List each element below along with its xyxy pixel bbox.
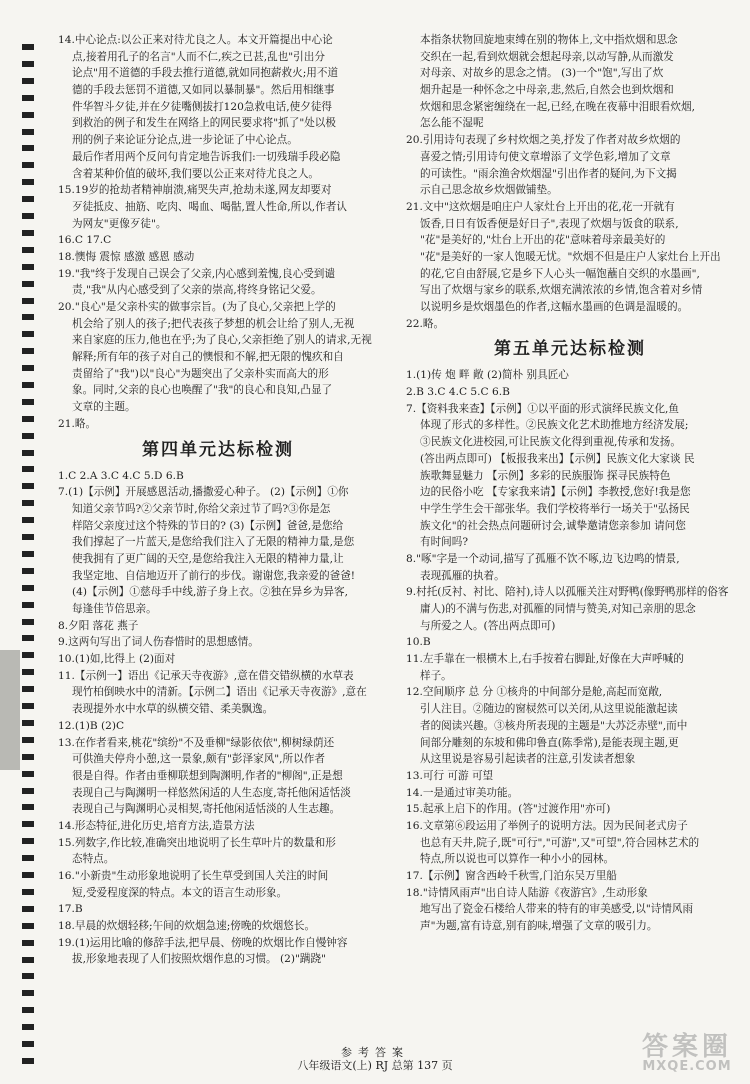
answer-line: 12.空间顺序 总 分 ①核舟的中间部分是舱,高起而宽敞, (406, 686, 663, 699)
margin-tick (22, 230, 34, 236)
answer-line: 文章的主题。 (72, 401, 136, 414)
answer-line: 2.B 3.C 4.C 5.C 6.B (406, 386, 510, 399)
answer-line: 的可读性。"雨余渔舍炊烟湿"引出作者的疑问,为下文揭 (420, 167, 677, 180)
answer-line: 示自己思念故乡炊烟做铺垫。 (420, 184, 558, 197)
margin-tick (22, 771, 34, 777)
margin-tick (22, 162, 34, 168)
margin-tick (22, 973, 34, 979)
answer-line: 为网友"更像歹徒"。 (72, 217, 167, 230)
answer-line: 17.【示例】窗含西岭千秋雪,门泊东吴万里船 (406, 870, 617, 882)
margin-tick (22, 534, 34, 540)
answer-line: 样陪父亲度过这个特殊的节日的? (3)【示例】爸爸,是您给 (72, 519, 344, 532)
answer-line: 1.C 2.A 3.C 4.C 5.D 6.B (58, 469, 184, 482)
answer-line: 21.略。 (58, 417, 97, 430)
answer-line: 饭香,日日有饭香便是好日子",表现了炊烟与饭食的联系, (420, 217, 679, 230)
margin-tick (22, 213, 34, 219)
answer-line: 本指条状物回旋地束缚在别的物体上,文中指炊烟和思念 (420, 34, 678, 46)
answer-line: 族歌舞显魅力 【示例】多彩的民族服饰 探寻民族特色 (420, 469, 671, 482)
margin-tick (22, 247, 34, 253)
margin-tick (22, 433, 34, 439)
answer-line: 14.中心论点:以公正来对待尤良之人。本文开篇提出中心论 (58, 34, 333, 46)
answer-line: 刑的例子来论证分论点,进一步论证了中心论点。 (72, 134, 298, 147)
margin-tick (22, 95, 34, 101)
margin-tick (22, 466, 34, 472)
margin-tick (22, 179, 34, 185)
margin-tick (22, 314, 34, 320)
answer-line: 中学生学生会干部张华。我们学校将举行一场关于"弘扬民 (420, 502, 690, 515)
margin-tick (22, 129, 34, 135)
margin-tick (22, 145, 34, 151)
answer-line: 来自家庭的压力,他也在乎;为了良心,父亲拒绝了别人的请求,无视 (72, 334, 372, 347)
answer-line: 声"为题,富有诗意,别有韵味,增强了文章的吸引力。 (420, 920, 658, 933)
answer-line: 族文化"的社会热点问题研讨会,诚挚邀请您亲参加 请问您 (420, 519, 686, 532)
answer-line: 表现自己与陶渊明心灵相契,寄托他闲适恬淡的人生志趣。 (72, 803, 341, 816)
margin-tick (22, 872, 34, 878)
binding-margin-marks (0, 0, 34, 1084)
answer-line: 边的民俗小吃 【专家我来请】【示例】李教授,您好!我是您 (420, 486, 691, 499)
answer-line: 件华智斗夕徒,并在夕徒嘴侧拔打120急救电话,使夕徒得 (72, 100, 333, 113)
answer-line: 16.文章第⑥段运用了举例子的说明方法。因为民间老式房子 (406, 819, 688, 832)
answer-line: 20.引用诗句表现了乡村炊烟之美,抒发了作者对故乡炊烟的 (406, 134, 681, 147)
answer-line: 22.略。 (406, 317, 445, 330)
answer-line: (答出两点即可) 【板报我来出】【示例】民族文化大家谈 民 (420, 452, 695, 465)
answer-line: 13.在作者看来,桃花"缤纷"不及垂柳"绿影依依",柳树绿荫还 (58, 736, 335, 749)
answer-line: 怎么能不湿呢 (420, 117, 484, 130)
answer-line: 短,受爱程度深的特点。本文的语言生动形象。 (72, 886, 288, 899)
answer-line: 1.(1)传 炮 畔 敞 (2)简朴 别具匠心 (406, 369, 569, 382)
margin-tick (22, 331, 34, 337)
answer-line: 责,"我"从内心感受到了父亲的崇高,将终身铭记父爱。 (72, 284, 322, 297)
answer-line: 9.这两句写出了词人伤春惜时的思想感情。 (58, 636, 259, 649)
answer-line: 交织在一起,看到炊烟就会想起母亲,以动写静,从而激发 (420, 50, 674, 63)
answer-line: 很是自得。作者由垂柳联想到陶渊明,作者的"柳阁",正是想 (72, 769, 343, 782)
margin-tick (22, 298, 34, 304)
margin-tick (22, 382, 34, 388)
answer-line: 体现了形式的多样性。②民族文化艺术助推地方经济发展; (420, 419, 689, 432)
answer-line: 16.C 17.C (58, 234, 112, 247)
answer-line: (4)【示例】①慈母手中线,游子身上衣。②独在异乡为异客, (72, 586, 348, 599)
answer-line: 19."我"终于发现自己误会了父亲,内心感到羞愧,良心受到谴 (58, 267, 335, 280)
footer-title: 参考答案 (341, 1046, 409, 1059)
answer-line: 14.一是通过审美功能。 (406, 786, 519, 799)
margin-tick (22, 737, 34, 743)
margin-tick (22, 1024, 34, 1030)
answer-line: 从这里说是容易引起读者的注意,引发读者想象 (420, 753, 636, 766)
margin-tick (22, 940, 34, 946)
answer-line: 16."小新贵"生动形象地说明了长生草受到国人关注的时间 (58, 870, 329, 882)
margin-tick (22, 838, 34, 844)
answer-line: 拔,形象地表现了人们按照炊烟作息的习惯。 (2)"蹒跷" (72, 953, 326, 966)
answer-line: 炊烟和思念紧密缠绕在一起,已经,在晚在夜幕中泪眼看炊烟, (420, 100, 695, 113)
answer-line: 7.(1)【示例】开展感恩活动,播撒爱心种子。 (2)【示例】①你 (58, 486, 349, 499)
answer-line: ③民族文化进校园,可让民族文化得到重视,传承和发扬。 (420, 436, 681, 449)
answer-line: 我们撑起了一片蓝天,是您给我们注入了无限的精神力量,是您 (72, 536, 355, 549)
answer-line: 点,接着用孔子的名言"人而不仁,疾之已甚,乱也"引出分 (72, 50, 325, 63)
answer-line: 者的阅读兴趣。③核舟所表现的主题是"大苏泛赤壁",而中 (420, 719, 688, 732)
margin-tick (22, 906, 34, 912)
margin-tick (22, 348, 34, 354)
answer-line: 15.19岁的抢劫者精神崩溃,痛哭失声,抢劫未遂,网友却要对 (58, 184, 332, 197)
margin-tick (22, 923, 34, 929)
margin-tick (22, 500, 34, 506)
margin-tick (22, 585, 34, 591)
answer-column-right (406, 32, 734, 935)
answer-line: 知道父亲节吗?②父亲节时,你给父亲过节了吗?③你是怎 (72, 502, 331, 515)
footer-page-info: 八年级语文(上) RJ 总第 137 页 (297, 1059, 453, 1072)
margin-tick (22, 602, 34, 608)
answer-line: "花"是美好的一家人饱暖无忧。"炊烟不但是庄户人家灶台上开出 (420, 250, 721, 263)
answer-line: 15.列数字,作比较,准确突出地说明了长生草叶片的数量和形 (58, 836, 336, 849)
answer-line: "花"是美好的,"灶台上开出的花"意味着母亲最美好的 (420, 234, 666, 247)
answer-line: 我坚定地、自信地迈开了前行的步伐。谢谢您,我亲爱的爸爸! (72, 569, 356, 582)
margin-tick (22, 821, 34, 827)
margin-tick (22, 754, 34, 760)
answer-line: 写出了炊烟与家乡的联系,炊烟充满浓浓的乡情,饱含着对乡情 (420, 284, 703, 297)
answer-line: 含着某种价值的破坏,我们要以公正来对待尤良之人。 (72, 167, 320, 180)
margin-tick (22, 788, 34, 794)
answer-line: 态特点。 (72, 853, 115, 866)
answer-line: 表现提外水中水草的纵横交错、柔美飘逸。 (72, 703, 274, 716)
margin-tick (22, 669, 34, 675)
margin-tick (22, 483, 34, 489)
answer-line: 到救治的例子和发生在网络上的网民要求将"抓了"处以极 (72, 117, 336, 130)
answer-line: 17.B (58, 903, 83, 916)
margin-tick (22, 44, 34, 50)
answer-line: 18.早晨的炊烟轻移;午间的炊烟急速;傍晚的炊烟悠长。 (58, 920, 316, 933)
answer-line: 9.村托(反衬、衬比、陪衬),诗人以孤雁关注对野鸭(像野鸭那样的俗客 (406, 586, 729, 599)
answer-line: 的花,它自由舒展,它是乡下人心头一幅饱蘸自交织的水墨画", (420, 267, 700, 280)
margin-tick (22, 365, 34, 371)
answer-line: 最后作者用两个反问句肯定地告诉我们:一切残瑞手段必隐 (72, 150, 341, 163)
answer-line: 烟升起是一种怀念之中母亲,悲,然后,自然会也到炊烟和 (420, 84, 674, 97)
watermark (642, 1034, 732, 1073)
answer-line: 机会给了别人的孩子;把代表孩子梦想的机会让给了别人,无视 (72, 317, 355, 330)
answer-line: 12.(1)B (2)C (58, 719, 125, 732)
answer-line: 13.可行 可游 可望 (406, 769, 494, 782)
answer-line: 11.【示例一】语出《记承天寺夜游》,意在借交错纵横的水草表 (58, 669, 354, 682)
answer-line: 德的手段去惩罚不道德,又如同以暴制暴"。然后用相继事 (72, 84, 335, 97)
margin-tick (22, 399, 34, 405)
answer-line: 歹徒抵皮、抽筋、吃肉、喝血、喝骷,置人性命,所以,作者认 (72, 200, 347, 213)
margin-tick (22, 78, 34, 84)
margin-tick (22, 196, 34, 202)
margin-tick (22, 635, 34, 641)
margin-tick (22, 703, 34, 709)
answer-line: 表现孤雁的执着。 (420, 569, 505, 582)
answer-line: 也总有天井,院子,既"可行","可游",又"可望",符合园林艺术的 (420, 836, 700, 849)
margin-tick (22, 990, 34, 996)
answer-line: 间部分雕刻的东坡和佛印鲁直(陈季常),是能表现主题,更 (420, 736, 679, 749)
margin-tick (22, 720, 34, 726)
answer-line: 对母亲、对故乡的思念之情。 (3)一个"饱",写出了炊 (420, 67, 664, 80)
answer-line: 10.B (406, 636, 431, 649)
margin-tick (22, 517, 34, 523)
watermark-url: MXQE.COM (642, 1059, 732, 1074)
page-edge-shadow (0, 650, 20, 770)
margin-tick (22, 568, 34, 574)
answer-line: 解释;所有年的孩子对自己的懊恨和不解,把无限的愧疚和自 (72, 351, 344, 364)
margin-tick (22, 551, 34, 557)
margin-tick (22, 112, 34, 118)
answer-line: 18."诗情风雨声"出自诗人陆游《夜游宫》,生动形象 (406, 886, 648, 899)
margin-tick (22, 1007, 34, 1013)
watermark-logo: 答案圈 (641, 1032, 732, 1062)
margin-tick (22, 957, 34, 963)
answer-line: 15.起承上启下的作用。(答"过渡作用"亦可) (406, 803, 611, 816)
answer-line: 样子。 (420, 669, 452, 682)
margin-tick (22, 61, 34, 67)
margin-tick (22, 889, 34, 895)
margin-tick (22, 804, 34, 810)
answer-line: 每逢佳节倍思亲。 (72, 603, 157, 615)
answer-line: 表现自己与陶渊明一样悠然闲适的人生态度,寄托他闲适恬淡 (72, 786, 351, 799)
answer-line: 10.(1)如,比得上 (2)面对 (58, 653, 176, 666)
answer-line: 21.文中"这炊烟是咱庄户人家灶台上开出的花,花一开就有 (406, 200, 675, 213)
margin-tick (22, 686, 34, 692)
margin-tick (22, 264, 34, 270)
answer-line: 8."啄"字是一个动词,描写了孤雁不饮不啄,边飞边鸣的情景, (406, 552, 680, 565)
answer-line: 19.(1)运用比喻的修辞手法,把早晨、傍晚的炊烟比作自慢钟容 (58, 936, 348, 949)
answer-line: 20."良心"是父亲朴实的做事宗旨。(为了良心,父亲把上学的 (58, 301, 336, 313)
page-footer (0, 1046, 750, 1073)
answer-line: 引人注目。②随边的窗棂然可以关闭,从这里说能激起读 (420, 703, 678, 716)
unit-title: 第五单元达标检测 (494, 339, 646, 360)
answer-line: 喜爱之情;引用诗句使文章增添了文学色彩,增加了文章 (420, 150, 671, 163)
answer-line: 可供渔夫停舟小憩,这一景象,颇有"彭泽家风",所以作者 (72, 753, 325, 766)
answer-column-left (58, 32, 378, 968)
margin-tick (22, 652, 34, 658)
answer-line: 以说明乡是炊烟墨色的作者,这幅水墨画的色调是温暖的。 (420, 301, 689, 313)
answer-line: 庸人)的不满与伤悲,对孤雁的同情与赞美,对知己亲朋的思念 (420, 603, 696, 615)
answer-line: 与所爱之人。(答出两点即可) (420, 619, 556, 632)
answer-line: 有时间吗? (420, 536, 469, 549)
answer-line: 14.形态特征,进化历史,培育方法,造景方法 (58, 819, 255, 832)
answer-line: 责留给了"我")以"良心"为题突出了父亲朴实而高大的形 (72, 367, 329, 380)
margin-tick (22, 855, 34, 861)
unit-title: 第四单元达标检测 (142, 439, 294, 460)
answer-line: 地写出了瓷金石楼给人带来的特有的审美感受,以"诗情风雨 (420, 903, 694, 916)
margin-tick (22, 281, 34, 287)
answer-line: 论点"用不道德的手段去推行道德,就如同抱薪救火;用不道 (72, 67, 339, 80)
answer-line: 特点,所以说也可以算作一种小小的园林。 (420, 853, 615, 866)
answer-line: 象。同时,父亲的良心也唤醒了"我"的良心和良知,凸显了 (72, 384, 333, 397)
answer-line: 8.夕阳 落花 燕子 (58, 619, 139, 632)
answer-line: 7.【资料我来查】【示例】①以平面的形式演绎民族文化,鱼 (406, 402, 680, 415)
margin-tick (22, 416, 34, 422)
answer-line: 使我拥有了更广阔的天空,是您给我注入无限的精神力量,让 (72, 552, 344, 565)
answer-line: 11.左手靠在一根横木上,右手按着右脚趾,好像在大声呼喊的 (406, 653, 684, 666)
answer-line: 现竹柏倒映水中的清新。【示例二】语出《记承天寺夜游》,意在 (72, 686, 367, 699)
margin-tick (22, 619, 34, 625)
margin-tick (22, 450, 34, 456)
answer-line: 18.懊悔 震惊 感激 感恩 感动 (58, 250, 195, 263)
